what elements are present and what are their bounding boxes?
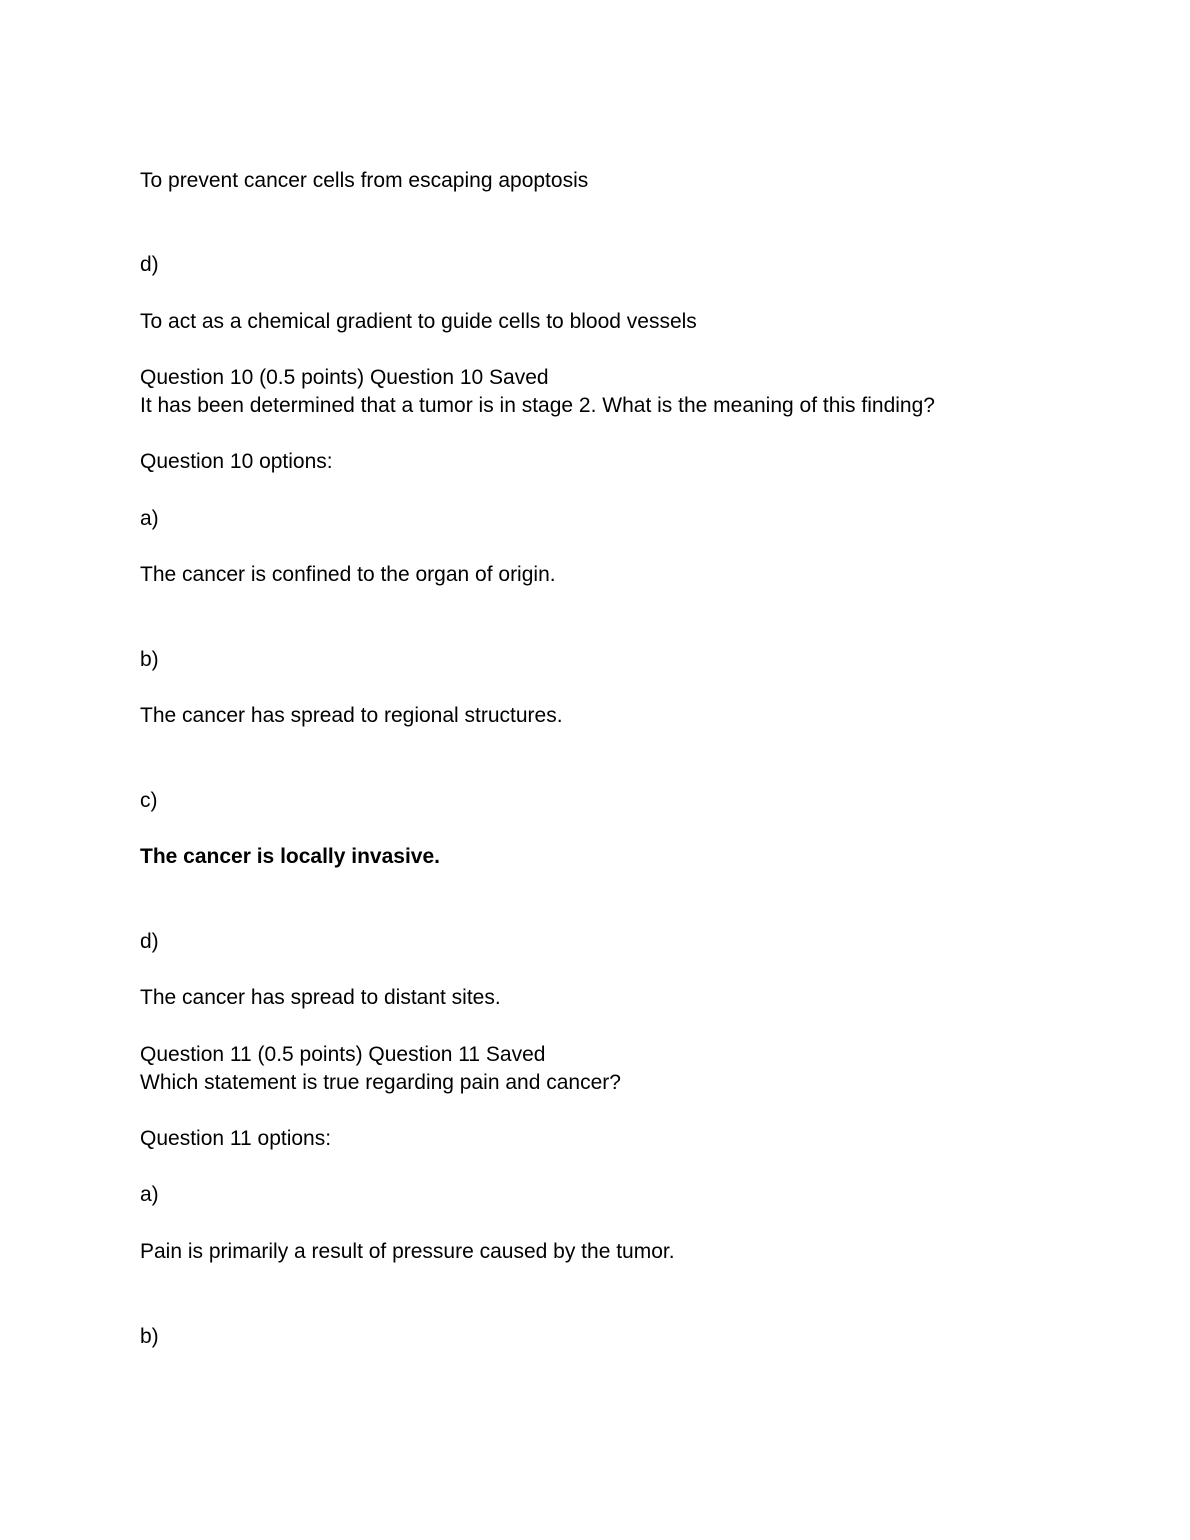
q10-option-b-label: b) [140,648,159,671]
q10-option-c-label: c) [140,789,158,812]
q11-option-b-label: b) [140,1325,159,1348]
q10-prompt: It has been determined that a tumor is in stage 2. What is the meaning of this finding? [140,394,935,417]
q10-options-heading: Question 10 options: [140,450,333,473]
q10-header: Question 10 (0.5 points) Question 10 Saved [140,366,549,389]
prev-option-d-label: d) [140,253,159,276]
prev-option-c-text: To prevent cancer cells from escaping apoptosis [140,169,589,192]
q11-option-a-text: Pain is primarily a result of pressure caused by the tumor. [140,1240,675,1263]
q11-prompt: Which statement is true regarding pain and cancer? [140,1071,621,1094]
q10-option-d-text: The cancer has spread to distant sites. [140,986,501,1009]
q10-option-d-label: d) [140,930,159,953]
q10-option-c-text-selected: The cancer is locally invasive. [140,845,440,868]
q10-option-a-label: a) [140,507,159,530]
q11-option-a-label: a) [140,1183,159,1206]
q11-options-heading: Question 11 options: [140,1127,332,1150]
prev-option-d-text: To act as a chemical gradient to guide cells to blood vessels [140,310,697,333]
q11-header: Question 11 (0.5 points) Question 11 Saved [140,1043,546,1066]
q10-option-a-text: The cancer is confined to the organ of origin. [140,563,556,586]
q10-option-b-text: The cancer has spread to regional structures. [140,704,563,727]
